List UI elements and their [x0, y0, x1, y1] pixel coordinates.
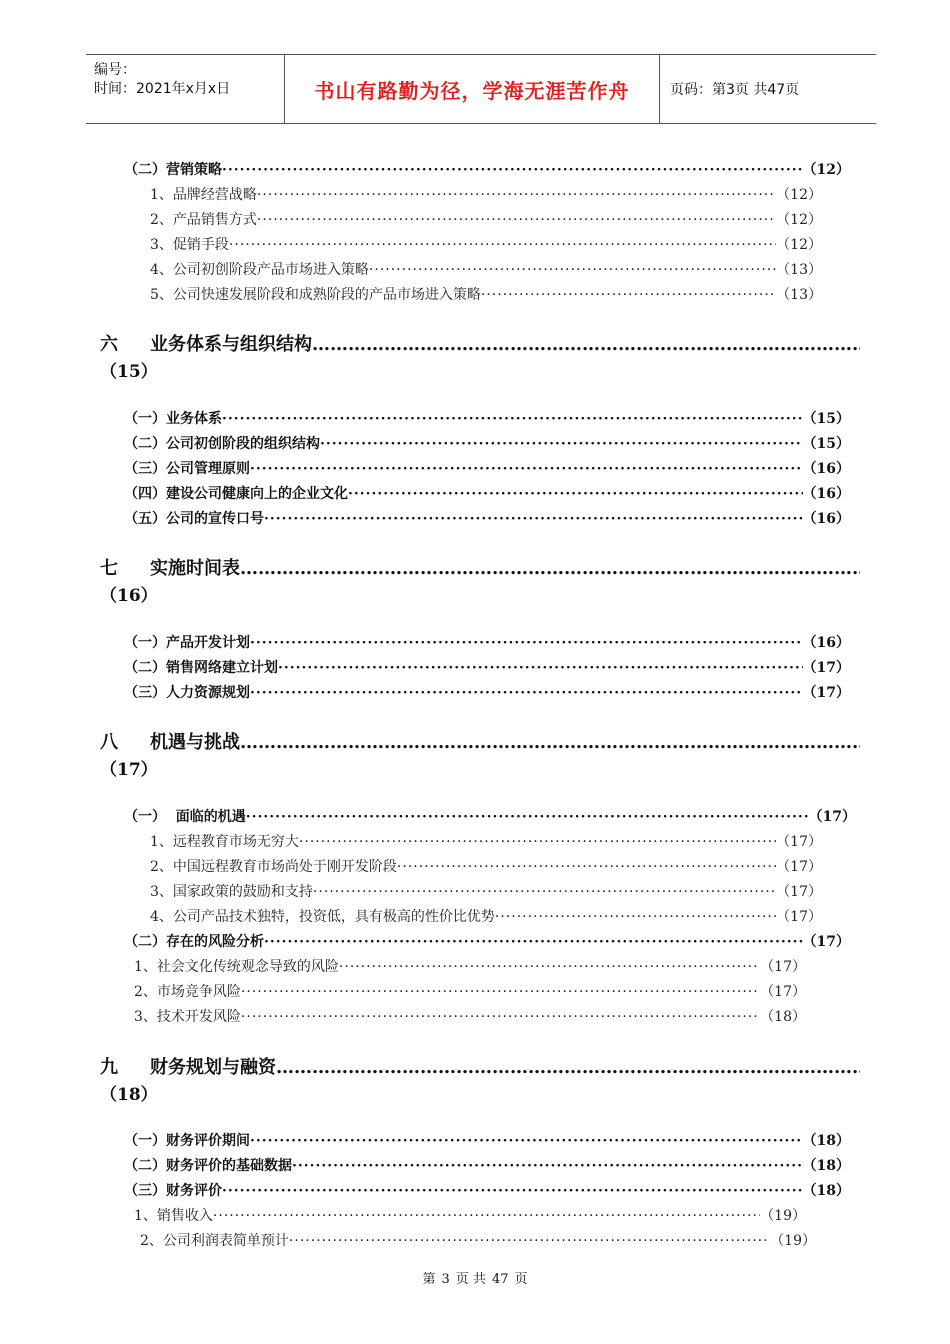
document-time-label: 时间：2021年x月x日 [94, 81, 231, 97]
toc-entry-page: （17） [776, 884, 822, 900]
toc-entry-title: 3、技术开发风险 [134, 1009, 241, 1025]
toc-leader [250, 685, 803, 701]
toc-chapter-number: 九 [100, 1057, 118, 1078]
toc-leader [348, 486, 803, 502]
toc-leader [481, 287, 776, 303]
toc-leader [222, 1183, 803, 1199]
toc-entry-title: 2、市场竞争风险 [134, 984, 241, 1000]
toc-entry-title: 1、品牌经营战略 [150, 187, 257, 203]
toc-entry-page: （19） [770, 1233, 816, 1249]
toc-entry[interactable] [124, 1155, 850, 1175]
toc-entry-title: （三）人力资源规划 [124, 685, 250, 701]
toc-entry[interactable] [124, 931, 850, 951]
toc-chapter-title: 实施时间表 [150, 558, 240, 579]
toc-entry-title: （一）产品开发计划 [124, 635, 250, 651]
toc-leader [495, 909, 776, 925]
toc-leader [369, 262, 776, 278]
toc-chapter-page: （15） [100, 362, 158, 382]
toc-entry-title: 4、公司产品技术独特，投资低，具有极高的性价比优势 [150, 909, 495, 925]
toc-leader [250, 1133, 803, 1149]
toc-entry-page: （17） [760, 984, 806, 1000]
toc-leader [278, 660, 803, 676]
toc-leader [213, 1208, 760, 1224]
toc-chapter[interactable] [100, 330, 860, 356]
toc-entry-page: （12） [776, 187, 822, 203]
page-footer [0, 1268, 950, 1287]
toc-entry-title: 1、远程教育市场无穷大 [150, 834, 299, 850]
toc-entry-page: （18） [802, 1158, 850, 1174]
toc-entry-title: 2、公司利润表简单预计 [140, 1233, 289, 1249]
toc-leader [246, 809, 809, 825]
toc-entry-title: 5、公司快速发展阶段和成熟阶段的产品市场进入策略 [150, 287, 481, 303]
toc-chapter[interactable] [100, 728, 860, 754]
toc-chapter-number: 八 [100, 732, 118, 753]
toc-entry-page: （17） [760, 959, 806, 975]
toc-chapter-page: （18） [100, 1085, 158, 1105]
toc-entry-title: （三）财务评价 [124, 1183, 222, 1199]
toc-entry-title: （一）业务体系 [124, 411, 222, 427]
footer-prefix: 第 [422, 1272, 436, 1287]
toc-entry-page: （17） [776, 834, 822, 850]
toc-entry-page: （19） [760, 1208, 806, 1224]
toc-entry-page: （13） [776, 287, 822, 303]
header-page-label: 页码：第3页 共47页 [670, 82, 800, 98]
toc-entry-page: （17） [776, 909, 822, 925]
toc-entry[interactable] [150, 906, 822, 926]
toc-entry-title: 1、销售收入 [134, 1208, 213, 1224]
toc-leader [250, 461, 803, 477]
toc-entry-title: （二）财务评价的基础数据 [124, 1158, 292, 1174]
toc-leader [257, 187, 776, 203]
toc-entry-page: （17） [802, 685, 850, 701]
toc-leader [257, 212, 776, 228]
toc-entry[interactable] [134, 1205, 806, 1225]
toc-leader [312, 334, 860, 355]
toc-leader [276, 1057, 860, 1078]
toc-chapter-number: 六 [100, 334, 118, 355]
footer-suffix: 页 [514, 1272, 528, 1287]
toc-chapter-title: 财务规划与融资 [150, 1057, 276, 1078]
toc-entry[interactable] [124, 458, 850, 478]
toc-entry[interactable] [124, 1180, 850, 1200]
toc-entry[interactable] [124, 508, 850, 528]
toc-entry-title: （二）营销策略 [124, 162, 222, 178]
toc-entry[interactable] [124, 433, 850, 453]
toc-chapter[interactable] [100, 554, 860, 580]
toc-leader [292, 1158, 803, 1174]
toc-entry-title: 1、社会文化传统观念导致的风险 [134, 959, 339, 975]
toc-entry[interactable] [150, 284, 822, 304]
toc-entry[interactable] [150, 234, 822, 254]
toc-entry-page: （12） [776, 212, 822, 228]
toc-entry-page: （12） [802, 162, 850, 178]
toc-chapter-title: 业务体系与组织结构 [150, 334, 312, 355]
toc-entry-title: 3、促销手段 [150, 237, 229, 253]
toc-entry-page: （17） [776, 859, 822, 875]
toc-entry-title: （二）销售网络建立计划 [124, 660, 278, 676]
toc-entry[interactable] [124, 159, 850, 179]
toc-chapter[interactable] [100, 1053, 860, 1079]
toc-entry[interactable] [134, 981, 806, 1001]
toc-entry[interactable] [150, 209, 822, 229]
toc-entry[interactable] [124, 483, 850, 503]
toc-entry-title: （一） 面临的机遇 [124, 809, 246, 825]
header-motto: 书山有路勤为径，学海无涯苦作舟 [285, 55, 660, 123]
toc-entry-title: （一）财务评价期间 [124, 1133, 250, 1149]
toc-entry-title: 2、中国远程教育市场尚处于刚开发阶段 [150, 859, 397, 875]
toc-leader [240, 732, 860, 753]
toc-leader [222, 411, 803, 427]
toc-chapter-title: 机遇与挑战 [150, 732, 240, 753]
toc-entry[interactable] [124, 1130, 850, 1150]
toc-entry-page: （18） [802, 1133, 850, 1149]
toc-leader [241, 1009, 760, 1025]
toc-leader [339, 959, 760, 975]
toc-leader [250, 635, 803, 651]
toc-entry-title: 2、产品销售方式 [150, 212, 257, 228]
footer-total-pages: 47 [491, 1272, 509, 1287]
toc-entry[interactable] [150, 831, 822, 851]
toc-entry-page: （16） [802, 635, 850, 651]
toc-entry[interactable] [140, 1230, 816, 1250]
toc-entry[interactable] [134, 1006, 806, 1026]
toc-entry[interactable] [150, 259, 822, 279]
toc-entry-page: （13） [776, 262, 822, 278]
toc-entry[interactable] [124, 408, 850, 428]
toc-chapter-number: 七 [100, 558, 118, 579]
footer-page-number: 3 [441, 1272, 450, 1287]
toc-entry-page: （16） [802, 511, 850, 527]
toc-leader [320, 436, 803, 452]
toc-entry[interactable] [150, 184, 822, 204]
toc-entry-page: （18） [760, 1009, 806, 1025]
header-meta-cell [86, 55, 285, 123]
toc-leader [299, 834, 776, 850]
toc-entry[interactable] [150, 856, 822, 876]
toc-entry-title: 3、国家政策的鼓励和支持 [150, 884, 313, 900]
toc-entry-page: （17） [808, 809, 856, 825]
document-number-label: 编号： [94, 62, 136, 78]
toc-leader [241, 984, 760, 1000]
toc-entry-title: （四）建设公司健康向上的企业文化 [124, 486, 348, 502]
toc-chapter-page: （17） [100, 760, 158, 780]
footer-middle: 页 共 [455, 1272, 486, 1287]
toc-entry-title: （三）公司管理原则 [124, 461, 250, 477]
toc-leader [397, 859, 776, 875]
toc-entry-title: （五）公司的宣传口号 [124, 511, 264, 527]
page-header [86, 54, 876, 124]
toc-entry[interactable] [134, 956, 806, 976]
toc-chapter-page: （16） [100, 586, 158, 606]
toc-entry-title: （二）公司初创阶段的组织结构 [124, 436, 320, 452]
toc-entry[interactable] [124, 632, 850, 652]
toc-entry-page: （17） [802, 660, 850, 676]
toc-leader [229, 237, 776, 253]
toc-leader [264, 511, 803, 527]
toc-leader [313, 884, 776, 900]
toc-entry-page: （15） [802, 436, 850, 452]
toc-leader [222, 162, 803, 178]
toc-entry-page: （18） [802, 1183, 850, 1199]
toc-leader [289, 1233, 770, 1249]
toc-entry-page: （16） [802, 461, 850, 477]
toc-entry-page: （12） [776, 237, 822, 253]
toc-entry-page: （16） [802, 486, 850, 502]
toc-entry[interactable] [124, 657, 850, 677]
toc-entry[interactable] [150, 881, 822, 901]
toc-leader [240, 558, 860, 579]
toc-leader [264, 934, 803, 950]
toc-entry[interactable] [124, 806, 856, 826]
toc-entry-title: 4、公司初创阶段产品市场进入策略 [150, 262, 369, 278]
toc-entry[interactable] [124, 682, 850, 702]
toc-entry-page: （15） [802, 411, 850, 427]
toc-entry-title: （二）存在的风险分析 [124, 934, 264, 950]
toc-entry-page: （17） [802, 934, 850, 950]
